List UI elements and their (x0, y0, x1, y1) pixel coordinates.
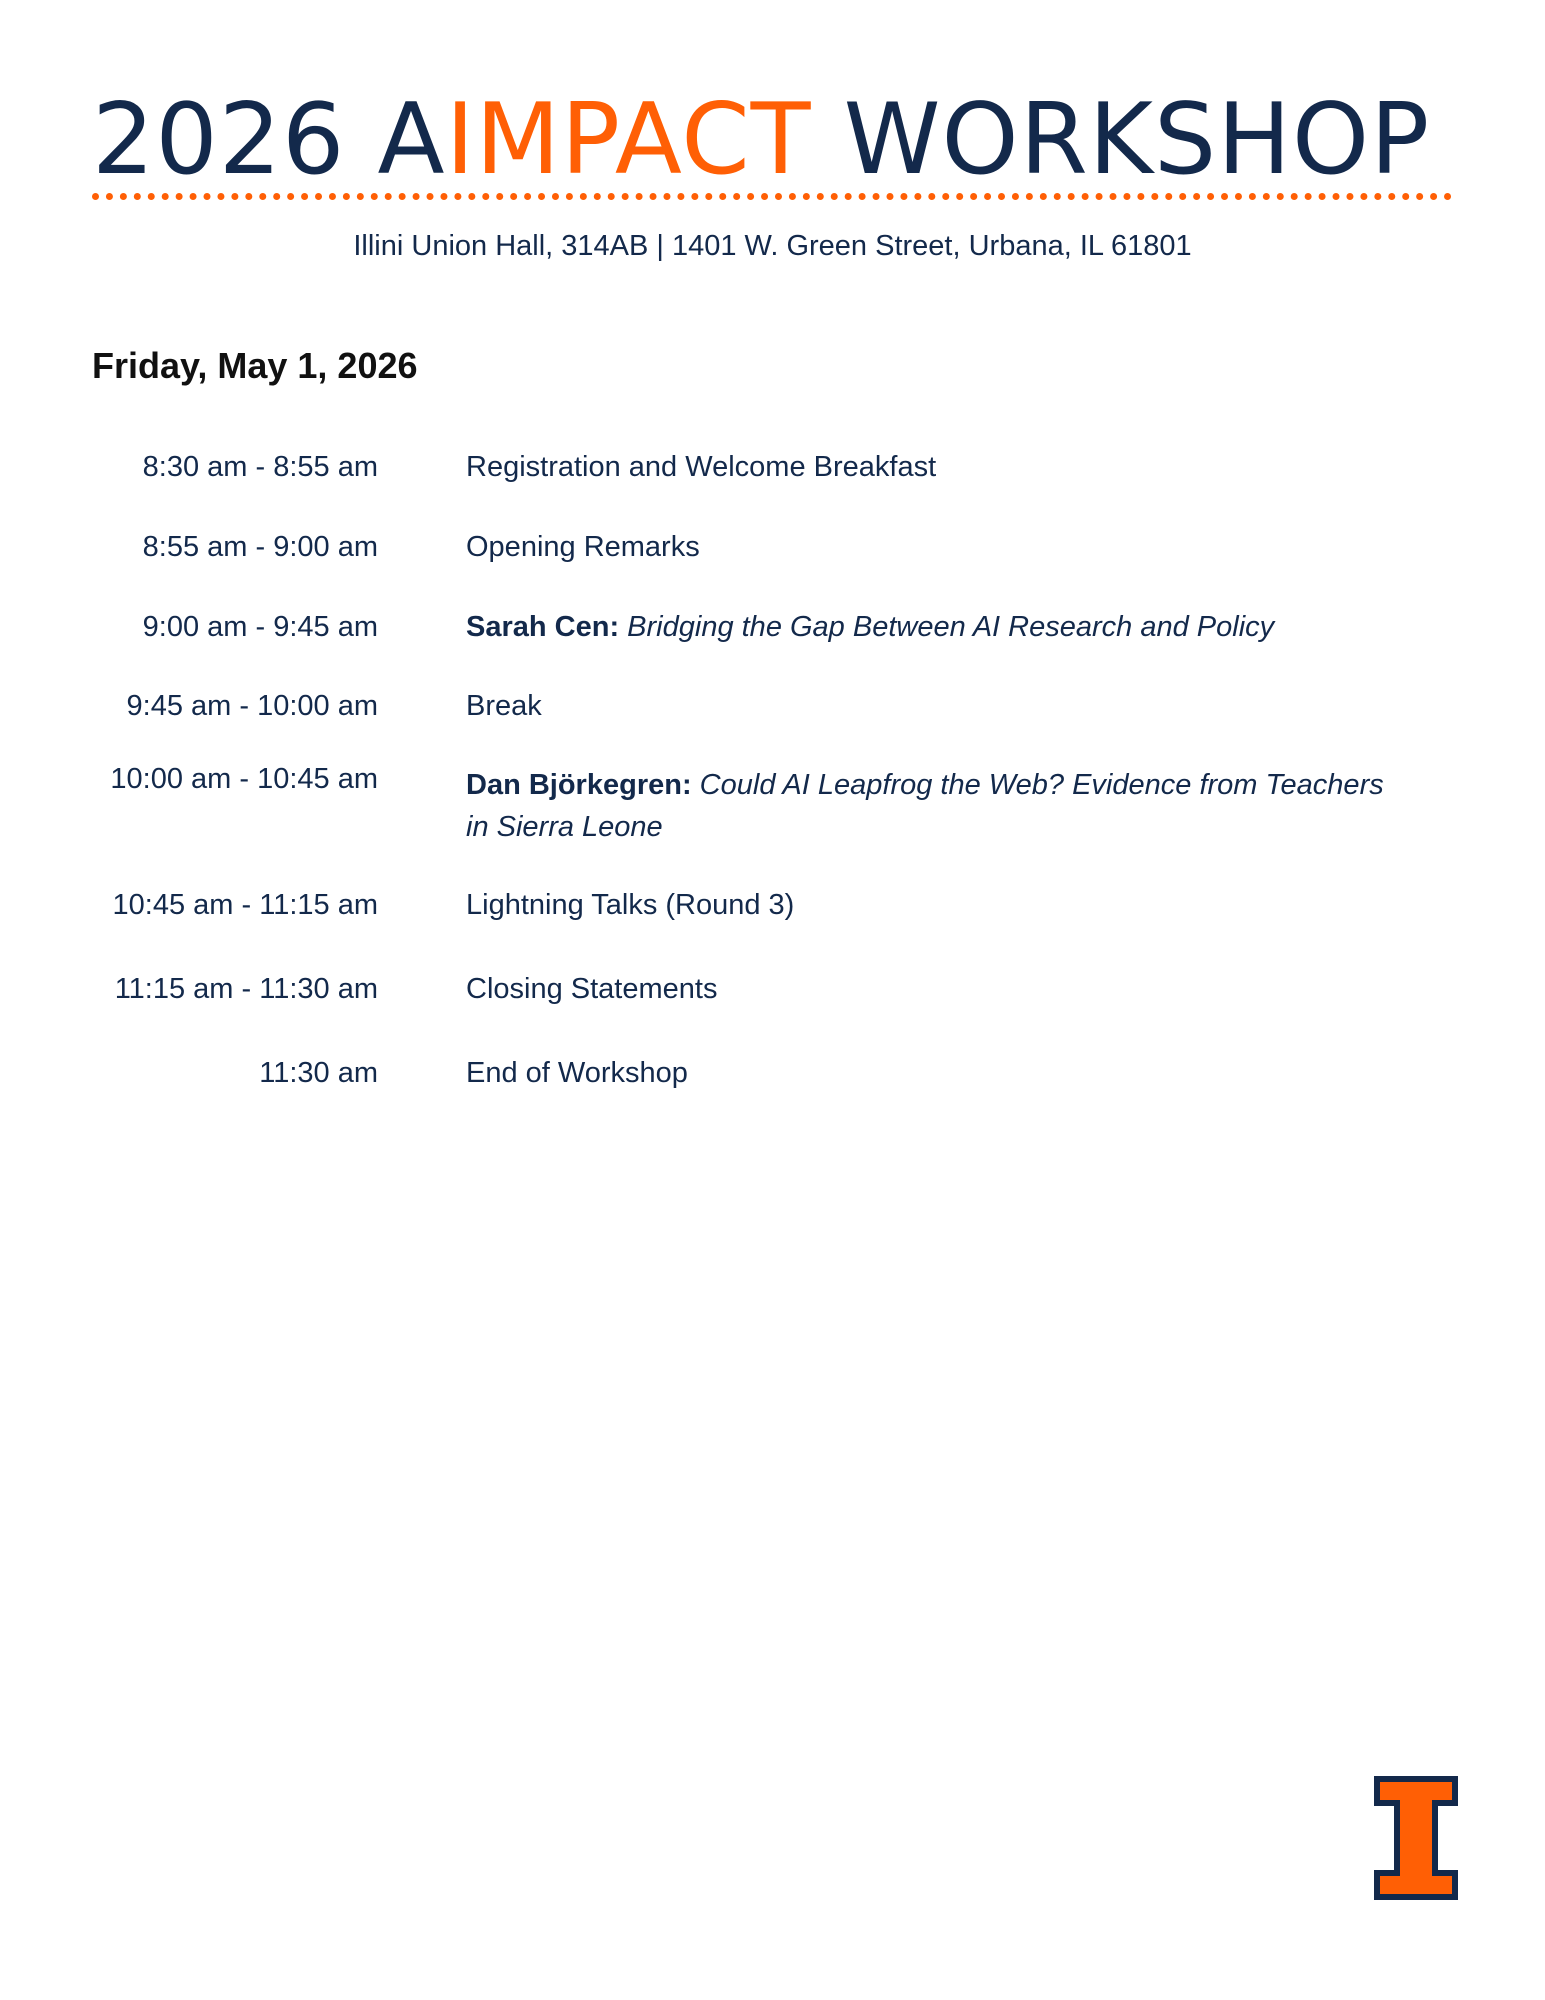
schedule-time: 10:45 am - 11:15 am (112, 889, 378, 921)
title-part-1: 2026 A (92, 83, 446, 197)
page-title (92, 84, 1452, 196)
schedule-time: 8:30 am - 8:55 am (142, 451, 378, 483)
schedule-talk (466, 764, 1386, 848)
schedule-time: 11:15 am - 11:30 am (114, 973, 378, 1005)
schedule-time: 10:00 am - 10:45 am (110, 763, 378, 795)
schedule-time: 9:00 am - 9:45 am (142, 611, 378, 643)
schedule-title: Opening Remarks (466, 531, 700, 563)
schedule-title: Closing Statements (466, 973, 718, 1005)
schedule-title: Lightning Talks (Round 3) (466, 889, 795, 921)
schedule-talk (466, 606, 1466, 648)
schedule-time: 8:55 am - 9:00 am (142, 531, 378, 563)
talk-title: Bridging the Gap Between AI Research and Policy (627, 611, 1275, 643)
dotted-divider (92, 193, 1452, 200)
speaker-name: Dan Björkegren: (466, 769, 692, 801)
talk-title: Could AI Leapfrog the Web? Evidence from Teachers in Sierra Leone (466, 769, 1384, 843)
title-part-2: WORKSHOP (811, 83, 1431, 197)
block-i-logo-icon (1371, 1773, 1461, 1903)
day-heading: Friday, May 1, 2026 (92, 345, 418, 386)
schedule-title: Break (466, 690, 542, 722)
title-accent: IMPACT (445, 83, 812, 197)
schedule-time: 11:30 am (259, 1057, 378, 1089)
schedule-title: End of Workshop (466, 1057, 688, 1089)
schedule-title: Registration and Welcome Breakfast (466, 451, 937, 483)
venue-address: Illini Union Hall, 314AB | 1401 W. Green Street, Urbana, IL 61801 (353, 230, 1192, 262)
speaker-name: Sarah Cen: (466, 611, 620, 643)
schedule-time: 9:45 am - 10:00 am (126, 690, 378, 722)
